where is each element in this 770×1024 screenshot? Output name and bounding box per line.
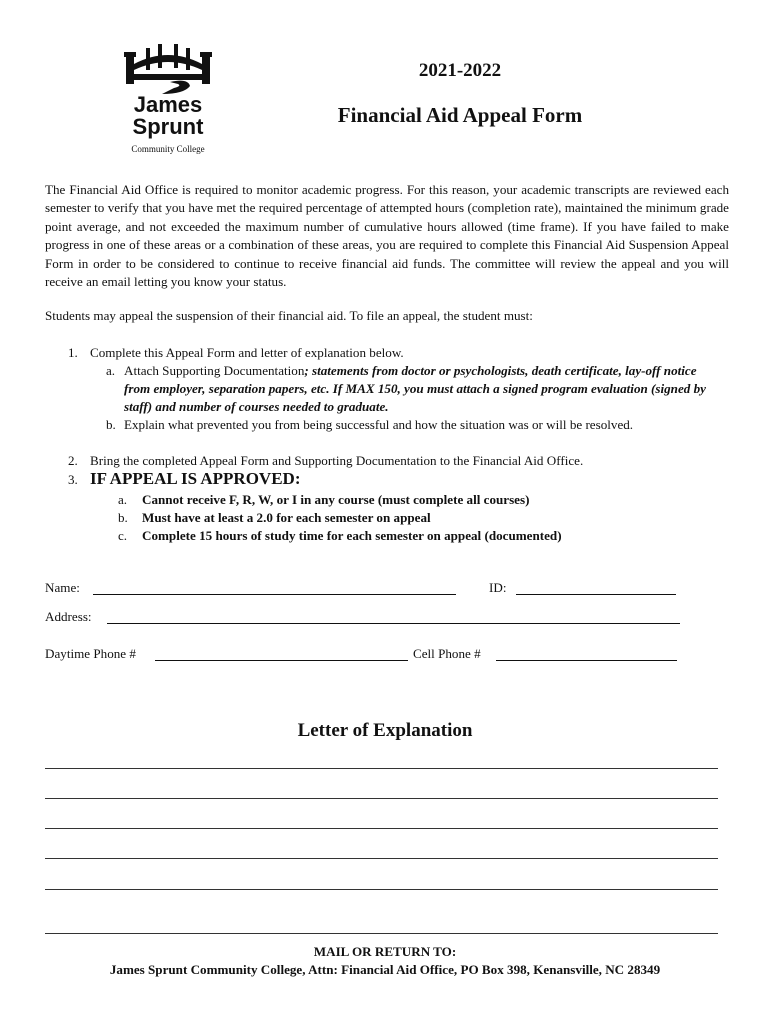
form-title: Financial Aid Appeal Form [337, 103, 583, 127]
step-2 [68, 452, 583, 470]
address-label: Address: [45, 609, 92, 624]
logo-line2: Sprunt [132, 114, 204, 139]
step-3 [68, 470, 300, 489]
bridge-logo-icon [118, 42, 218, 160]
step-3c-letter: c. [118, 528, 128, 543]
step-3a-text: Cannot receive F, R, W, or I in any course (must complete all courses) [142, 492, 530, 507]
id-field[interactable] [516, 594, 676, 595]
step-3a-letter: a. [118, 492, 128, 507]
step-1b-text: Explain what prevented you from being successful and how the situation was or will be resolved. [124, 417, 634, 432]
step-3a [118, 491, 718, 509]
name-label: Name: [45, 580, 80, 595]
step-3c-text: Complete 15 hours of study time for each semester on appeal (documented) [142, 528, 562, 543]
explanation-line[interactable] [45, 768, 718, 769]
step-3-number: 3. [68, 472, 78, 487]
step-3-heading: IF APPEAL IS APPROVED: [90, 469, 301, 488]
mail-heading: MAIL OR RETURN TO: [313, 944, 457, 959]
step-1a-emphasis: ; statements from doctor or psychologists, death certificate, lay-off notice from employer, separation papers, etc. If MAX 150, you must attach a signed program evaluation (signed by staff) and number of courses needed to graduate. [124, 363, 706, 414]
explanation-line[interactable] [45, 798, 718, 799]
intro-paragraph: The Financial Aid Office is required to monitor academic progress. For this reason, your academic transcripts are reviewed each semester to verify that you have met the required percentage of attempted hours (completion rate), maintained the minimum grade point average, and not exceeded the maximum number of cumulative hours allowed (time frame). If you have failed to make progress in one of these areas or a combination of these areas, you are required to complete this Financial Aid Suspension Appeal Form in order to be considered to continue to receive financial aid funds. The committee will review the appeal and you will receive an email letting you know your status. [45, 182, 729, 290]
explanation-line[interactable] [45, 889, 718, 890]
step-2-text: Bring the completed Appeal Form and Supporting Documentation to the Financial Aid Office. [90, 453, 584, 468]
letter-of-explanation-title: Letter of Explanation [297, 720, 473, 741]
logo-line1: James [133, 92, 203, 117]
cell-phone-label: Cell Phone # [413, 646, 481, 661]
daytime-phone-field[interactable] [155, 660, 408, 661]
explanation-line[interactable] [45, 858, 718, 859]
step-1a-text: Attach Supporting Documentation [124, 363, 305, 378]
daytime-phone-label: Daytime Phone # [45, 646, 136, 661]
explanation-line[interactable] [45, 933, 718, 934]
step-1b [106, 416, 686, 434]
name-field[interactable] [93, 594, 456, 595]
form-year: 2021-2022 [418, 60, 502, 81]
explanation-line[interactable] [45, 828, 718, 829]
instructions-lead: Students may appeal the suspension of their financial aid. To file an appeal, the student must: [45, 308, 533, 323]
cell-phone-field[interactable] [496, 660, 677, 661]
step-1-text: Complete this Appeal Form and letter of explanation below. [90, 345, 404, 360]
step-2-number: 2. [68, 453, 78, 468]
step-3b-text: Must have at least a 2.0 for each semester on appeal [142, 510, 431, 525]
logo-line3: Community College [131, 144, 205, 154]
step-3b-letter: b. [118, 510, 128, 525]
step-3c [118, 527, 718, 545]
step-1b-letter: b. [106, 417, 116, 432]
college-logo [118, 42, 218, 160]
step-1a-letter: a. [106, 363, 116, 378]
step-1 [68, 344, 404, 362]
mail-address: James Sprunt Community College, Attn: Financial Aid Office, PO Box 398, Kenansville, NC 28349 [109, 962, 661, 977]
address-field[interactable] [107, 623, 680, 624]
step-1-number: 1. [68, 345, 78, 360]
step-1a [106, 362, 720, 416]
id-label: ID: [489, 580, 507, 595]
step-3b [118, 509, 718, 527]
